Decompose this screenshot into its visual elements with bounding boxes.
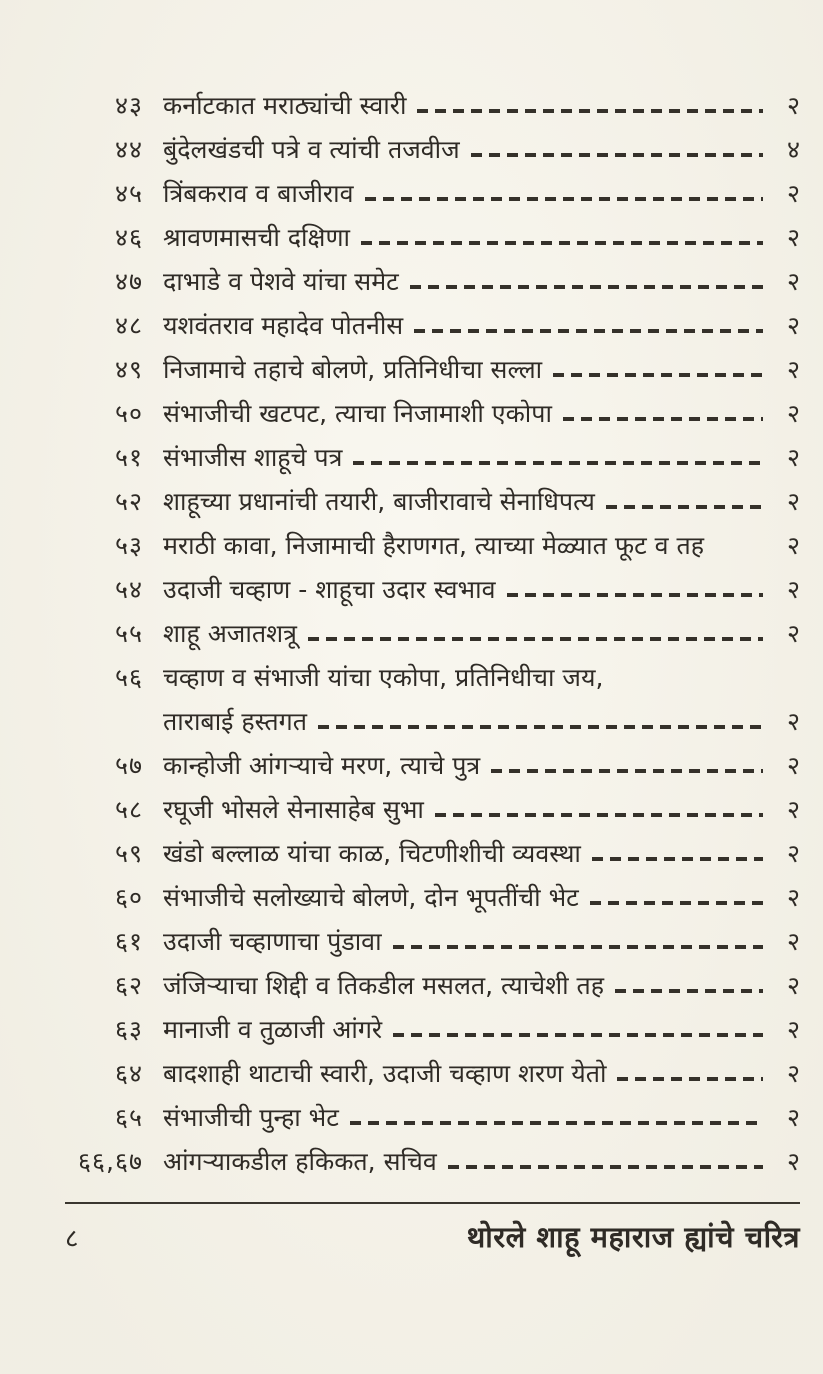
toc-row	[65, 128, 800, 172]
toc-entry-title: रघूजी भोसले सेनासाहेब सुभा	[163, 795, 424, 824]
toc-entry-title: शाहू अजातशत्रू	[163, 619, 297, 648]
dotted-leader	[350, 1121, 763, 1125]
dotted-leader	[448, 1165, 763, 1169]
toc-entry-number: ४७	[114, 267, 143, 296]
toc-row	[65, 612, 800, 656]
toc-row	[65, 348, 800, 392]
toc-entry-page-number: २	[786, 443, 800, 472]
toc-entry-page-number: २	[786, 487, 800, 516]
dotted-leader	[365, 197, 763, 201]
toc-row	[65, 84, 800, 128]
toc-entry-title: उदाजी चव्हाण - शाहूचा उदार स्वभाव	[163, 575, 496, 604]
toc-row	[65, 480, 800, 524]
toc-entry-page-number: २	[786, 883, 800, 912]
dotted-leader	[590, 901, 763, 905]
toc-row	[65, 1052, 800, 1096]
toc-entry-page-number: २	[786, 707, 800, 736]
toc-row	[65, 172, 800, 216]
toc-entry-title: निजामाचे तहाचे बोलणे, प्रतिनिधीचा सल्ला	[163, 355, 543, 384]
toc-entry-title: चव्हाण व संभाजी यांचा एकोपा, प्रतिनिधीचा जय,	[163, 663, 604, 692]
toc-row	[65, 788, 800, 832]
toc-entry-title: संभाजीची पुन्हा भेट	[163, 1103, 339, 1132]
toc-entry-number: ५३	[114, 531, 143, 560]
toc-entry-title: श्रावणमासची दक्षिणा	[163, 223, 350, 252]
toc-entry-page-number: २	[786, 267, 800, 296]
dotted-leader	[393, 945, 763, 949]
toc-entry-page-number: २	[786, 531, 800, 560]
dotted-leader	[318, 725, 763, 729]
toc-entry-number: ६१	[114, 927, 143, 956]
toc-entry-number: ६६,६७	[78, 1147, 143, 1176]
dotted-leader	[592, 857, 763, 861]
toc-entry-title: संभाजीचे सलोख्याचे बोलणे, दोन भूपतींची भेट	[163, 883, 579, 912]
toc-entry-title: बादशाही थाटाची स्वारी, उदाजी चव्हाण शरण येतो	[163, 1059, 607, 1088]
toc-entry-title: आंगऱ्याकडील हकिकत, सचिव	[163, 1147, 437, 1176]
toc-row	[65, 568, 800, 612]
toc-entry-title: कर्नाटकात मराठ्यांची स्वारी	[163, 91, 407, 120]
toc-entry-title: खंडो बल्लाळ यांचा काळ, चिटणीशीची व्यवस्था	[163, 839, 581, 868]
toc-row	[65, 304, 800, 348]
toc-entry-number: ६४	[114, 1059, 143, 1088]
toc-row	[65, 744, 800, 788]
toc-entry-page-number: २	[786, 839, 800, 868]
dotted-leader	[615, 989, 763, 993]
toc-entry-number: ६५	[114, 1103, 143, 1132]
toc-entry-page-number: २	[786, 795, 800, 824]
toc-row	[65, 920, 800, 964]
toc-entry-number: ५४	[114, 575, 143, 604]
toc-row	[65, 392, 800, 436]
dotted-leader	[507, 593, 763, 597]
toc-entry-title: बुंदेलखंडची पत्रे व त्यांची तजवीज	[163, 135, 460, 164]
toc-entry-number: ५६	[114, 663, 143, 692]
toc-entry-number: ५८	[114, 795, 143, 824]
toc-entry-number: ५७	[114, 751, 143, 780]
toc-entry-page-number: २	[786, 355, 800, 384]
toc-entry-page-number: २	[786, 971, 800, 1000]
dotted-leader	[308, 637, 763, 641]
toc-entry-page-number: २	[786, 91, 800, 120]
toc-entry-title: शाहूच्या प्रधानांची तयारी, बाजीरावाचे सेनाधिपत्य	[163, 487, 595, 516]
toc-entry-page-number: २	[786, 1015, 800, 1044]
toc-entry-title: दाभाडे व पेशवे यांचा समेट	[163, 267, 399, 296]
toc-entry-title: त्रिंबकराव व बाजीराव	[163, 179, 354, 208]
toc-row	[65, 700, 800, 744]
toc-entry-page-number: २	[786, 223, 800, 252]
toc-entry-title: संभाजीची खटपट, त्याचा निजामाशी एकोपा	[163, 399, 552, 428]
dotted-leader	[614, 681, 763, 685]
toc-entry-title: उदाजी चव्हाणाचा पुंडावा	[163, 927, 382, 956]
footer-book-title: थोरले शाहू महाराज ह्यांचे चरित्र	[466, 1220, 800, 1254]
toc-row	[65, 524, 800, 568]
toc-entry-page-number: ४	[786, 135, 800, 164]
toc-entry-title: संभाजीस शाहूचे पत्र	[163, 443, 343, 472]
toc-row	[65, 656, 800, 700]
dotted-leader	[393, 1033, 763, 1037]
toc-entry-page-number: २	[786, 575, 800, 604]
toc-row	[65, 964, 800, 1008]
toc-entry-number: ५५	[114, 619, 143, 648]
toc-entry-number: ५१	[114, 443, 143, 472]
toc-entry-page-number: २	[786, 1059, 800, 1088]
toc-row	[65, 1140, 800, 1184]
toc-row	[65, 1096, 800, 1140]
toc-row	[65, 260, 800, 304]
toc-entry-number: ६२	[114, 971, 143, 1000]
toc-entry-number: ४५	[114, 179, 143, 208]
toc-entry-number: ५२	[114, 487, 143, 516]
toc-entry-page-number: २	[786, 311, 800, 340]
dotted-leader	[414, 329, 763, 333]
toc-entry-number: ४६	[114, 223, 143, 252]
toc-entry-page-number: २	[786, 1147, 800, 1176]
dotted-leader	[606, 505, 763, 509]
toc-row	[65, 876, 800, 920]
toc-entry-number: ६३	[114, 1015, 143, 1044]
toc-entry-number: ४८	[114, 311, 143, 340]
toc-entry-title: ताराबाई हस्तगत	[163, 707, 307, 736]
toc-entry-title: यशवंतराव महादेव पोतनीस	[163, 311, 404, 340]
dotted-leader	[417, 109, 763, 113]
toc-row	[65, 1008, 800, 1052]
dotted-leader	[361, 241, 763, 245]
dotted-leader	[435, 813, 763, 817]
toc-row	[65, 216, 800, 260]
dotted-leader	[353, 461, 763, 465]
toc-entry-title: मानाजी व तुळाजी आंगरे	[163, 1015, 383, 1044]
dotted-leader	[410, 285, 763, 289]
toc-entry-title: मराठी कावा, निजामाची हैराणगत, त्याच्या मेळ्यात फूट व तह	[163, 531, 705, 560]
toc-entry-page-number: २	[786, 751, 800, 780]
dotted-leader	[715, 549, 763, 553]
dotted-leader	[563, 417, 763, 421]
footer-page-number: ८	[65, 1224, 79, 1254]
toc-entry-title: कान्होजी आंगऱ्याचे मरण, त्याचे पुत्र	[163, 751, 481, 780]
toc-content	[65, 84, 800, 1256]
toc-entry-number: ४४	[114, 135, 143, 164]
toc-entry-title: जंजिऱ्याचा शिद्दी व तिकडील मसलत, त्याचेशी तह	[163, 971, 605, 1000]
toc-entry-page-number: २	[786, 179, 800, 208]
toc-entry-number: ४९	[114, 355, 143, 384]
toc-entry-page-number: २	[786, 619, 800, 648]
toc-entry-number: ५९	[114, 839, 143, 868]
toc-row	[65, 832, 800, 876]
dotted-leader	[471, 153, 763, 157]
toc-entry-number: ५०	[114, 399, 143, 428]
toc-entry-page-number: २	[786, 399, 800, 428]
toc-entry-number: ४३	[114, 91, 143, 120]
toc-entry-page-number: २	[786, 1103, 800, 1132]
dotted-leader	[553, 373, 763, 377]
toc-row	[65, 436, 800, 480]
dotted-leader	[617, 1077, 763, 1081]
toc-entry-number: ६०	[114, 883, 143, 912]
dotted-leader	[491, 769, 763, 773]
toc-entry-page-number: २	[786, 927, 800, 956]
page-footer	[65, 1202, 800, 1256]
toc-list	[65, 84, 800, 1184]
